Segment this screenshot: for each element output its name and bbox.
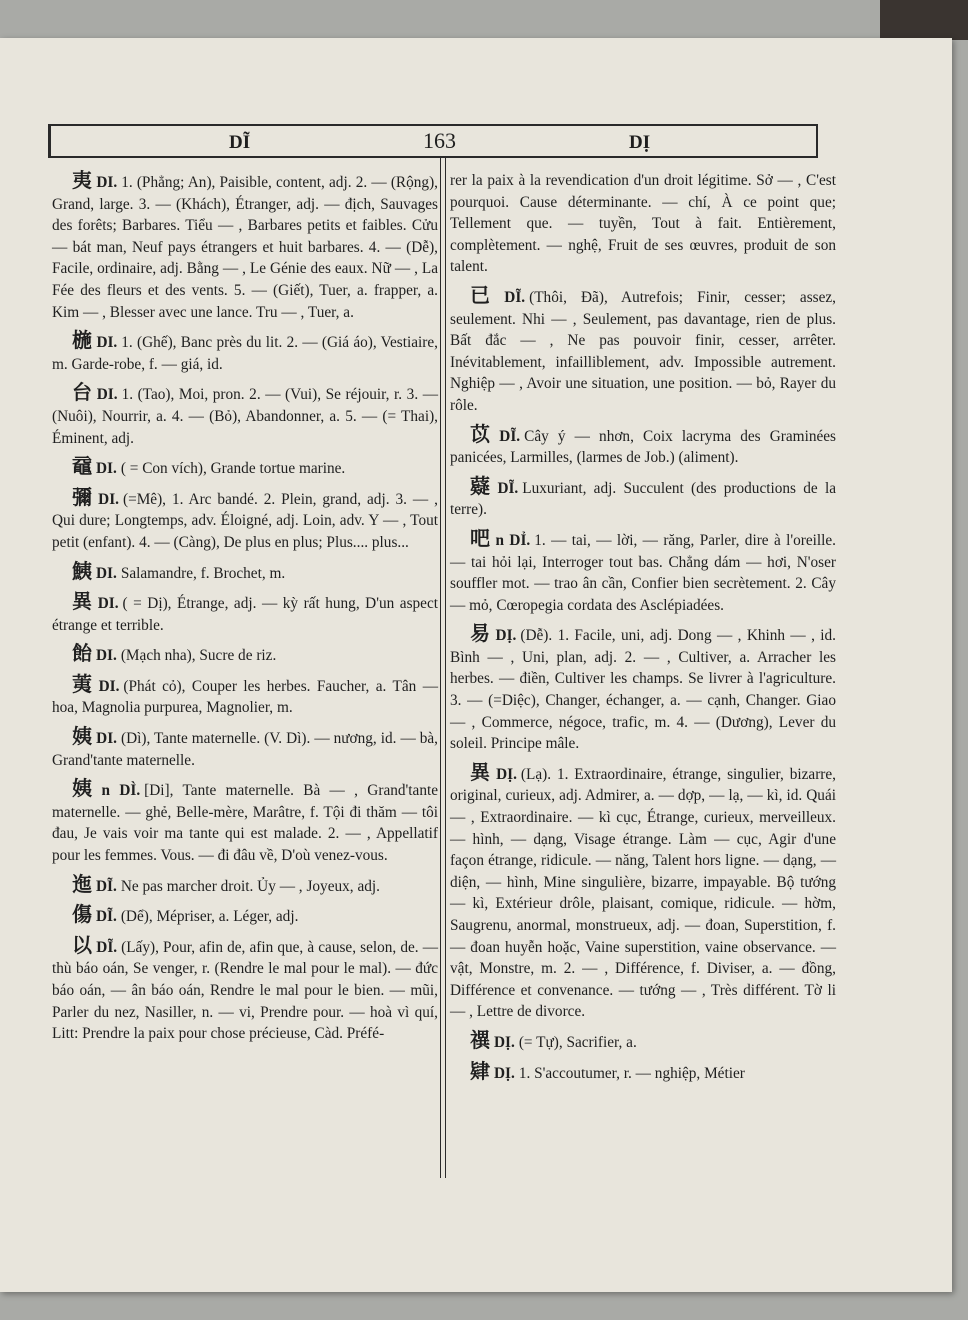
- dictionary-entry: [52, 591, 438, 636]
- entry-headword: DI.: [98, 677, 120, 695]
- entry-definition: (Dể), Mépriser, a. Léger, adj.: [120, 908, 299, 926]
- entry-character: 飴: [72, 641, 92, 666]
- dictionary-entry: [52, 382, 438, 449]
- entry-definition: (Dễ). 1. Facile, uni, adj. Dong — , Khinh — , id. Bình — , Uni, plan, adj. 2. — , Cultiver, a. Arracher les herbes. — điền, Cultiver les champs. Se livrer à l'agriculture. 3. — (=Diệc), Changer, échanger, a. — cạnh, Changer. Giao — , Commerce, négoce, trafic, m. 4. — (Dương), Lever du soleil. Principe mâle.: [450, 627, 837, 753]
- dictionary-entry: [52, 558, 438, 585]
- entry-definition: ( = Dị), Étrange, adj. — kỳ rất hung, D'un aspect étrange et terrible.: [52, 595, 439, 634]
- entry-headword: DI.: [96, 647, 117, 665]
- entry-character: 薿: [470, 473, 494, 498]
- entry-definition: (Phát cỏ), Couper les herbes. Faucher, a. Tân — hoa, Magnolia purpurea, Magnolier, m.: [52, 677, 439, 717]
- dictionary-entry: [450, 473, 836, 521]
- entry-definition: (Mạch nha), Sucre de riz.: [120, 647, 277, 665]
- entry-character: 台: [72, 380, 93, 405]
- entry-headword: DI.: [96, 386, 118, 404]
- header-right-word: DỊ: [629, 132, 651, 153]
- entry-character: 黿: [72, 454, 92, 479]
- dictionary-entry: [450, 759, 837, 1023]
- dictionary-entry: [450, 1058, 836, 1085]
- entry-definition: (Lạ). 1. Extraordinaire, étrange, singulier, bizarre, original, curieux, adj. Admirer, a. — dợp, — lạ, — kì, id. Quái — , Extraordinaire. — kì cục, Étrange, curieux, merveilleux. — hình, — dạng, Visage étrange. Làm — cục, Agir d'une façon étrange, ridicule. — năng, Talent hors ligne. — dạng, — diện, — hình, Mine singulière, bizarre, impayable. Bộ tướng — kì, Extérieur drôle, plaisant, comique, ridicule. — hờm, Saugrenu, anormal, monstrueux, adj. — đoan, Superstition, f. — đoan huyễn hoặc, Vaine superstition, vaine observance. — vật, Monstre, m. 2. — , Différence, f. Diviser, a. — đồng, Différence et convenance. — tướng — , Très différent. Tờ li — , Lettre de divorce.: [450, 765, 837, 1021]
- entry-character: 椸: [72, 328, 93, 353]
- entry-character: 易: [470, 621, 492, 646]
- entry-character: 已: [470, 282, 501, 307]
- dictionary-entry: [450, 525, 836, 616]
- entry-character: 彌: [72, 484, 95, 509]
- entry-definition: [Di], Tante maternelle. Bà — , Grand'tante maternelle. — ghẻ, Belle-mère, Marâtre, f. Tội đi thăm — tôi đau, Je vais voir ma tante qui est malade. 2. — , Appellatif pour les femmes. Vous. — đi đâu về, D'où venez-vous.: [52, 782, 439, 865]
- dictionary-entry: [52, 778, 438, 866]
- entry-character: 迤: [72, 871, 92, 896]
- entry-character: 鮧: [72, 558, 92, 583]
- entry-definition: rer la paix à la revendication d'un droit légitime. Sở — , C'est pourquoi. Cause déterminante. — chí, À ce point que; Tellement que. — tuyền, Tout à fait. Entièrement, complètement. — nghệ, Fruit de ses œuvres, produit de son talent.: [450, 172, 836, 276]
- dictionary-entry: [52, 170, 438, 323]
- entry-headword: DI.: [96, 174, 118, 191]
- dictionary-entry: [52, 671, 439, 719]
- dictionary-entry: [52, 871, 438, 898]
- entry-character: 傷: [72, 902, 92, 927]
- entry-definition: Salamandre, f. Brochet, m.: [120, 564, 286, 582]
- entry-definition: (= Tự), Sacrifier, a.: [518, 1033, 637, 1051]
- entry-headword: DI.: [96, 730, 117, 748]
- entry-character: 異: [72, 589, 94, 614]
- dictionary-entry: [450, 623, 836, 755]
- dictionary-entry: [52, 330, 438, 375]
- entry-definition: (Dì), Tante maternelle. (V. Dì). — nương, id. — bà, Grand'tante maternelle.: [52, 730, 439, 769]
- dictionary-entry: [52, 456, 438, 480]
- entry-headword: DỊ.: [496, 765, 517, 783]
- entry-headword: DĨ.: [499, 427, 521, 445]
- dictionary-entry: [52, 932, 439, 1045]
- entry-headword: n DÌ.: [101, 782, 141, 800]
- entry-definition: (Lấy), Pour, afin de, afin que, à cause, selon, de. — thù báo oán, Se venger, r. (Rendre le mal pour le mal). — đức báo oán, — ân báo oán, Rendre le mal pour le bien. — mũi, Parler du nez, Nasiller, n. — vi, Prendre pour. — hoà vì quí, Litt: Prendre la paix pour chose précieuse, Càd. Préfé-: [52, 938, 439, 1043]
- entry-headword: DĨ.: [96, 877, 117, 895]
- entry-definition: Ne pas marcher droit. Ủy — , Joyeux, adj.: [120, 877, 380, 895]
- entry-headword: DI.: [96, 334, 118, 352]
- entry-character: 姨: [72, 776, 98, 801]
- entry-character: 姨: [72, 724, 93, 749]
- entry-definition: (=Mê), 1. Arc bandé. 2. Plein, grand, adj. 3. — , Qui dure; Longtemps, adv. Éloigné, adj. Loin, adv. Y — , Tout petit (enfant). 4. — (Càng), De plus en plus; Plus.... plus...: [52, 490, 438, 551]
- entry-headword: DI.: [97, 595, 119, 613]
- entry-headword: DĨ.: [504, 288, 526, 306]
- entry-character: 夷: [72, 168, 93, 192]
- entry-character: 苡: [470, 421, 496, 446]
- entry-definition: 1. (Phẳng; An), Paisible, content, adj. 2. — (Rộng), Grand, large. 3. — (Khách), Étranger, adj. — địch, Sauvages des forêts; Barbares. Tiểu — , Barbares petits et faibles. Cửu — bát man, Neuf pays étrangers et huit barbares. 4. — (Dễ), Facile, ordinaire, adj. Bằng — , Le Génie des eaux. Nữ — , La Fée des fleurs et des vents. 5. — (Giết), Tuer, a. frapper, a. Kim — , Blesser avec une lance. Tru — , Tuer, a.: [52, 174, 438, 321]
- entry-definition: 1. (Ghế), Banc près du lit. 2. — (Giá áo), Vestiaire, m. Garde-robe, f. — giá, id.: [52, 334, 438, 373]
- entry-headword: DI.: [96, 564, 117, 582]
- entry-character: 肄: [470, 1058, 490, 1083]
- right-column: [450, 170, 836, 1091]
- book-binding: [880, 0, 968, 40]
- entry-definition: 1. — tai, — lời, — răng, Parler, dire à l'oreille. — tai hỏi lại, Interroger tout bas. Chẳng dám — hơi, N'oser souffler mot. — trao ân cần, Confier bien secrètement. 2. Cây — mỏ, Cœropegia cordata des Asclépiadées.: [450, 531, 836, 614]
- entry-headword: DỊ.: [495, 627, 517, 645]
- entry-character: 禩: [470, 1027, 490, 1052]
- entry-definition: Cây ý — nhơn, Coix lacryma des Graminées panicées, Larmilles, (larmes de Job.) (aliment).: [450, 427, 837, 467]
- dictionary-entry: [52, 484, 438, 554]
- entry-headword: DI.: [96, 460, 117, 478]
- entry-character: 吧: [470, 525, 492, 550]
- dictionary-entry: [450, 1027, 836, 1054]
- left-column: [52, 170, 438, 1052]
- page-header: [48, 124, 818, 158]
- dictionary-entry: [52, 904, 438, 928]
- entry-definition: Luxuriant, adj. Succulent (des productions de la terre).: [450, 479, 836, 519]
- entry-headword: DỊ.: [494, 1033, 515, 1051]
- entry-character: 荑: [72, 671, 95, 696]
- dictionary-entry: [52, 643, 438, 667]
- entry-character: 異: [470, 759, 493, 784]
- dictionary-entry: [450, 421, 837, 469]
- entry-headword: DỊ.: [494, 1064, 515, 1082]
- entry-definition: ( = Con vích), Grande tortue marine.: [120, 460, 346, 478]
- entry-headword: DĨ.: [497, 479, 519, 497]
- dictionary-entry: [450, 282, 837, 417]
- entry-definition: 1. (Tao), Moi, pron. 2. — (Vui), Se réjouir, r. 3. — (Nuôi), Nourrir, a. 4. — (Bỏ), Abandonner, a. 5. — (= Thai), Éminent, adj.: [52, 386, 438, 447]
- page-number: 163: [423, 128, 456, 153]
- dictionary-entry: [52, 726, 438, 771]
- entry-headword: DĨ.: [96, 938, 118, 956]
- dictionary-entry: [450, 170, 836, 278]
- entry-headword: DĨ.: [96, 908, 117, 926]
- column-divider: [440, 158, 446, 1178]
- header-left-word: DĨ: [229, 132, 251, 153]
- entry-headword: n DỈ.: [495, 531, 531, 549]
- entry-character: 以: [72, 932, 93, 957]
- entry-headword: DI.: [98, 490, 119, 508]
- entry-definition: (Thôi, Đã), Autrefois; Finir, cesser; assez, seulement. Nhi — , Seulement, pas davantage, rien de plus. Bất đắc — , Ne pas pouvoir finir, cesser, arrêter. Inévitablement, infailliblement, adv. Impossible autrement. Nghiệp — , Avoir une situation, une position. — bỏ, Rayer du rôle.: [450, 288, 837, 414]
- entry-definition: 1. S'accoutumer, r. — nghiệp, Métier: [518, 1064, 745, 1082]
